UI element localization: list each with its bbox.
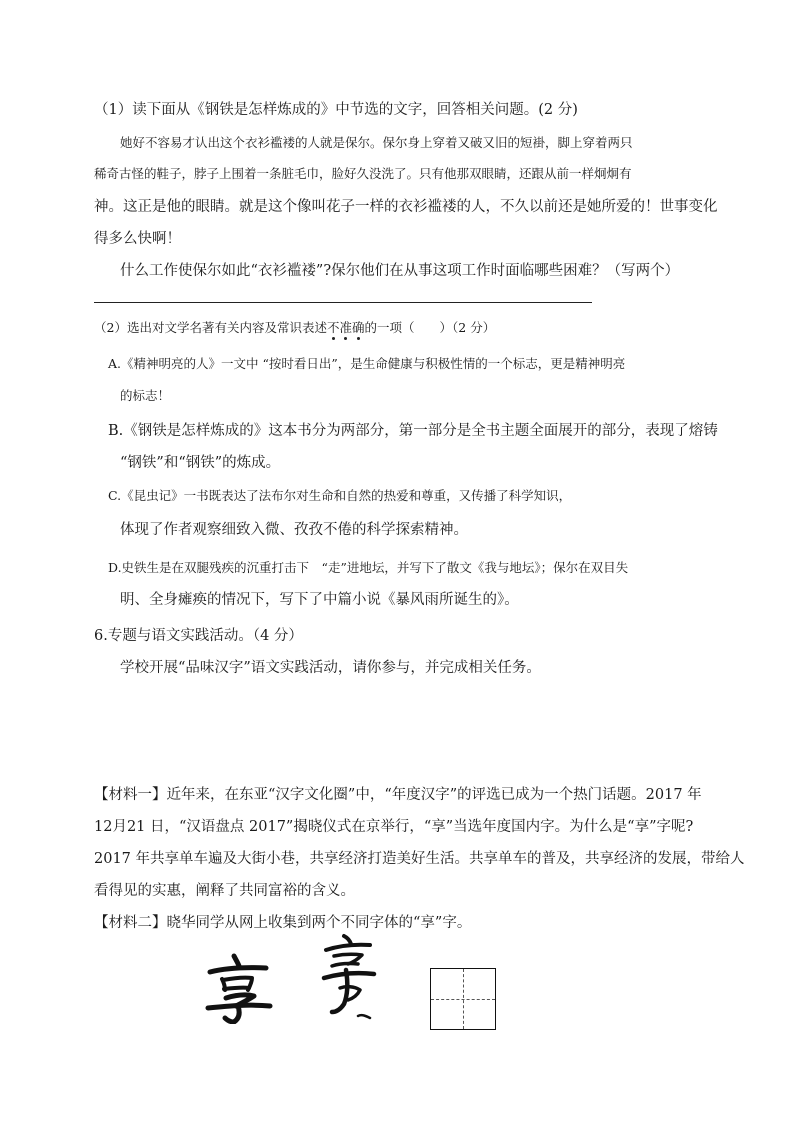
material1-line-3: 2017 年共享单车遍及大街小巷，共享经济打造美好生活。共享单车的普及，共享经济的发展，带给人 xyxy=(94,851,745,867)
material1-line-4: 看得见的实惠，阐释了共同富裕的含义。 xyxy=(94,883,355,899)
q1-prompt: （1）读下面从《钢铁是怎样炼成的》中节选的文字，回答相关问题。(2 分) xyxy=(94,102,578,118)
calligraphy-char-1 xyxy=(200,952,276,1024)
q2-prompt-after: 的一项（ ）（2 分） xyxy=(364,320,496,335)
emphasis-char-1: 不 xyxy=(326,320,340,335)
calligraphy-char-2 xyxy=(318,932,378,1024)
material1-line-2: 12月21 日，“汉语盘点 2017”揭晓仪式在京举行，“享”当选年度国内字。为什么是“享”字呢? xyxy=(94,819,694,835)
q1-passage-line-4: 得多么快啊！ xyxy=(94,231,181,247)
q2-prompt-before: （2）选出对文学名著有关内容及常识表述 xyxy=(94,320,327,335)
q6-title: 6.专题与语文实践活动。（4 分） xyxy=(94,628,303,644)
material1-line-1: 【材料一】近年来，在东亚“汉字文化圈”中，“年度汉字”的评选已成为一个热门话题。2017 年 xyxy=(94,787,702,803)
option-c-line-1: C.《昆虫记》一书既表达了法布尔对生命和自然的热爱和尊重，又传播了科学知识， xyxy=(108,488,572,503)
q1-passage-line-3: 神。这正是他的眼睛。就是这个像叫花子一样的衣衫褴褛的人，不久以前还是她所爱的！世事变化 xyxy=(94,199,718,215)
option-a-line-1: A.《精神明亮的人》一文中 “按时看日出”，是生命健康与积极性情的一个标志，更是精神明亮 xyxy=(108,356,626,371)
q6-intro: 学校开展“品味汉字”语文实践活动，请你参与，并完成相关任务。 xyxy=(120,660,541,676)
q1-question: 什么工作使保尔如此“衣衫褴褛”?保尔他们在从事这项工作时面临哪些困难？（写两个） xyxy=(120,263,680,279)
tian-grid-box[interactable] xyxy=(430,968,496,1030)
emphasis-char-2: 准 xyxy=(339,320,352,335)
option-c-line-2: 体现了作者观察细致入微、孜孜不倦的科学探索精神。 xyxy=(120,522,468,538)
q1-passage-line-2: 稀奇古怪的鞋子，脖子上围着一条脏毛巾，脸好久没洗了。只有他那双眼睛，还跟从前一样炯炯有 xyxy=(94,166,632,181)
material2: 【材料二】晓华同学从网上收集到两个不同字体的“享”字。 xyxy=(94,915,472,931)
grid-horizontal-guide xyxy=(431,999,495,1000)
option-b-line-2: “钢铁”和“钢铁”的炼成。 xyxy=(120,455,281,471)
q1-passage-line-1: 她好不容易才认出这个衣衫褴褛的人就是保尔。保尔身上穿着又破又旧的短褂，脚上穿着两只 xyxy=(120,135,633,150)
emphasis-char-3: 确 xyxy=(352,320,365,335)
option-d-line-2: 明、全身瘫痪的情况下，写下了中篇小说《暴风雨所诞生的》。 xyxy=(120,592,519,608)
answer-line[interactable] xyxy=(94,302,592,303)
q2-prompt xyxy=(94,318,495,338)
option-b-line-1: B.《钢铁是怎样炼成的》这本书分为两部分，第一部分是全书主题全面展开的部分，表现了熔铸 xyxy=(108,423,718,439)
option-a-line-2: 的标志！ xyxy=(120,388,171,403)
option-d-line-1: D.史铁生是在双腿残疾的沉重打击下 “走”进地坛，并写下了散文《我与地坛》；保尔在双目失 xyxy=(108,560,629,575)
